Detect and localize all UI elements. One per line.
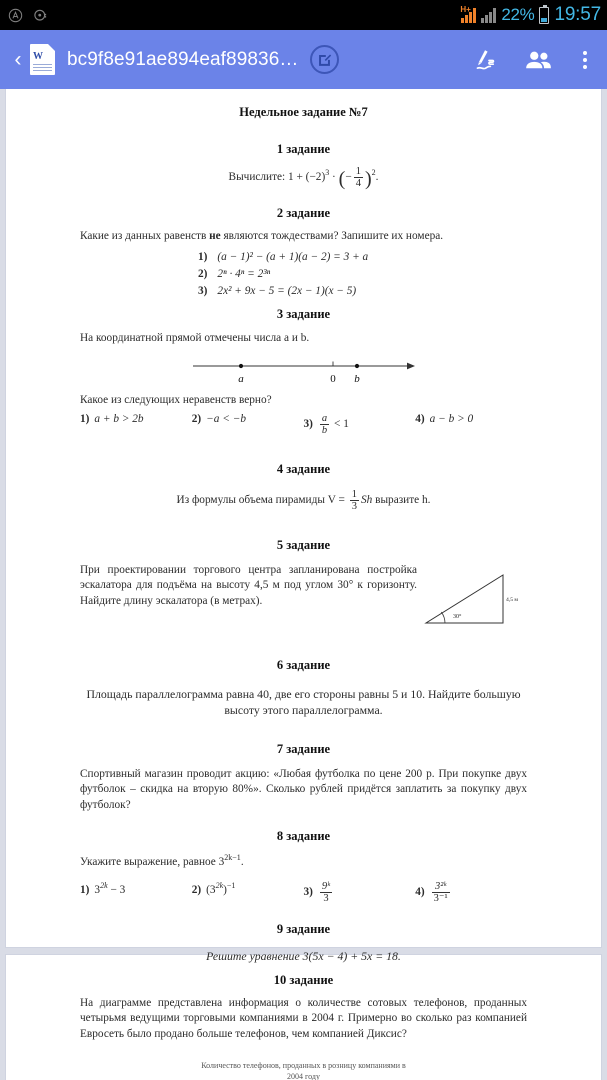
svg-text:4,5 м: 4,5 м: [506, 597, 518, 604]
frac-den: 3: [351, 501, 357, 513]
task-10-prompt: На диаграмме представлена информация о количестве сотовых телефонов, проданных четырьмя ведущими торговыми компаниями в 2004 г. Примерно во сколько раз компанией Евросеть было продано больше телефонов, чем компанией Диксис?: [80, 997, 527, 1040]
option-number: 2): [191, 413, 202, 426]
task-8-option-4: [415, 881, 527, 904]
task-7-heading: 7 задание: [276, 742, 331, 757]
document-viewport[interactable]: [0, 89, 607, 1080]
task-6-heading: 6 задание: [276, 658, 331, 673]
task-1-prompt: [80, 166, 527, 193]
task-8-option-1: [80, 881, 192, 896]
task-6-prompt: Площадь параллелограмма равна 40, две его стороны равны 5 и 10. Найдите большую высоту этого параллелограмма.: [86, 687, 521, 718]
opt-tail: ): [223, 883, 227, 896]
opt-base: (3: [206, 883, 216, 896]
left-paren: (: [338, 168, 346, 191]
frac-num: 9ᵏ: [321, 880, 331, 892]
word-icon-label: W: [33, 51, 43, 62]
document-heading: Недельное задание №7: [239, 105, 368, 119]
task-7-prompt: Спортивный магазин проводит акцию: «Любая футболка по цене 200 р. При покупке двух футболок – скидка на вторую 80%». Сколько рублей придётся заплатить за покупку двух футболок?: [80, 768, 527, 811]
task-8-exp: 2k−1: [224, 852, 241, 862]
chart-caption-line-1: Количество телефонов, проданных в розницу компаниями в: [201, 1060, 406, 1070]
task-8-options: [80, 881, 527, 904]
option-number: 4): [415, 885, 425, 898]
network-type-label: H+: [460, 4, 471, 14]
task-3-option-3: 3) $\frac{a}{b}$ < 1: [303, 413, 349, 437]
task-1-suffix: .: [375, 170, 379, 183]
option-number: 3): [303, 417, 313, 430]
task-3-option-4: [415, 413, 527, 425]
opt-base: 3: [94, 883, 101, 896]
task-3-option-1: [80, 413, 192, 425]
opt-tail: − 3: [107, 883, 126, 896]
option-number: 3): [303, 885, 313, 898]
back-button[interactable]: ‹: [14, 48, 22, 71]
task-1-frac-num: 1: [355, 166, 361, 177]
task-3-question: Какое из следующих неравенств верно?: [80, 393, 272, 406]
svg-text:30°: 30°: [453, 614, 462, 621]
task-8-option-2: [192, 881, 304, 896]
task-3-heading: 3 задание: [276, 306, 331, 321]
frac-num: 3²ᵏ: [434, 880, 447, 892]
option-number: 2): [191, 883, 202, 896]
task-2-heading: 2 задание: [276, 206, 331, 221]
option-expression: 2ⁿ · 4ⁿ = 2³ⁿ: [217, 267, 271, 280]
sign-icon[interactable]: [473, 47, 498, 73]
option-expression: 2x² + 9x − 5 = (2x − 1)(x − 5): [217, 284, 357, 297]
task-8-prefix: Укажите выражение, равное 3: [80, 855, 225, 868]
frac-den: 3⁻¹: [433, 892, 448, 904]
task-4-prompt: [80, 489, 527, 512]
mobile-data-icon: [460, 4, 476, 23]
task-3-prompt: На координатной прямой отмечены числа a и b.: [80, 331, 310, 344]
task-1-prefix: Вычислите: 1 + (−2): [228, 170, 326, 183]
task-1-frac-den: 4: [355, 178, 361, 190]
option-expression: a − b > 0: [429, 413, 474, 426]
option-number: 1): [198, 250, 208, 263]
assistant-icon: [8, 8, 23, 23]
task-3-number-line: [80, 355, 527, 389]
frac-den: b: [321, 425, 328, 437]
option-number: 1): [80, 883, 90, 896]
task-2-option-2: [80, 268, 527, 280]
option-fraction: [320, 413, 329, 436]
task-9-prompt: Решите уравнение 3(5x − 4) + 5x = 18.: [206, 948, 401, 963]
task-10-heading: 10 задание: [273, 973, 334, 987]
task-8-suffix: .: [240, 855, 244, 868]
edit-button[interactable]: [310, 45, 339, 74]
task-1-frac-sign: −: [345, 170, 352, 183]
task-4-fraction: [350, 489, 359, 512]
number-line-figure: [189, 355, 419, 387]
option-number: 3): [198, 284, 208, 297]
task-1-heading: 1 задание: [276, 142, 331, 156]
share-people-icon[interactable]: [525, 50, 552, 70]
status-bar: [0, 0, 607, 30]
svg-text:a: a: [237, 372, 244, 385]
task-2-prompt: Какие из данных равенств не являются тождествами? Запишите их номера.: [80, 230, 444, 243]
app-bar: [0, 30, 607, 89]
document-page-1: [6, 89, 601, 963]
task-5-block: [80, 563, 527, 634]
svg-text:0: 0: [329, 372, 336, 385]
frac-den: 3: [320, 892, 332, 904]
overflow-menu-icon[interactable]: [579, 49, 591, 71]
option-fraction: [432, 881, 450, 904]
option-number: 4): [415, 413, 425, 426]
task-8-prompt: [80, 853, 527, 870]
task-2-option-3: [80, 285, 527, 297]
task-5-heading: 5 задание: [276, 538, 331, 553]
task-5-figure: [423, 563, 527, 634]
escalator-triangle-icon: [423, 567, 527, 629]
option-fraction: [320, 881, 332, 904]
task-1-exp: 3: [325, 168, 330, 178]
battery-percent-label: 22%: [501, 5, 535, 24]
task-8-option-3: [304, 881, 416, 904]
battery-icon: [539, 7, 549, 24]
right-paren: ): [364, 168, 372, 191]
task-2-options: [80, 251, 527, 297]
task-9-heading: 9 задание: [276, 921, 331, 936]
option-expression: −a < −b: [206, 413, 246, 426]
frac-num: 1: [351, 489, 357, 501]
task-8-heading: 8 задание: [276, 828, 331, 843]
option-number: 1): [80, 413, 90, 426]
edit-pencil-icon: [317, 52, 332, 67]
svg-text:b: b: [353, 372, 360, 385]
task-5-prompt: При проектировании торгового центра запланирована постройка эскалатора для подъёма на высоту 4,5 м под углом 30° к горизонту. Найдите длину эскалатора (в метрах).: [80, 564, 417, 607]
task-4-suffix: выразите h.: [372, 494, 431, 506]
option-expression: a + b > 2b: [94, 413, 144, 426]
task-4-mid: Sh: [361, 494, 373, 506]
status-bar-left-icons: [8, 8, 48, 23]
word-icon-lines: [33, 62, 52, 71]
option-expression: (a − 1)² − (a + 1)(a − 2) = 3 + a: [217, 250, 369, 263]
app-bar-actions: [473, 47, 591, 73]
task-4-heading: 4 задание: [276, 462, 331, 477]
disc-icon: [33, 8, 48, 23]
frac-num: a: [321, 413, 328, 425]
opt-outer-sup: −1: [226, 880, 236, 890]
word-document-icon: [30, 44, 55, 75]
task-1-outer-exp: 2: [371, 168, 376, 178]
task-2-option-1: [80, 251, 527, 263]
chart-caption-line-2: 2004 году: [287, 1071, 320, 1080]
status-bar-right: [461, 4, 601, 26]
opt-sup: 2k: [100, 880, 108, 890]
task-1-fraction: [354, 166, 363, 189]
task-4-prefix: Из формулы объема пирамиды V =: [176, 494, 348, 506]
task-3-options: [80, 413, 527, 436]
task-1-mid: ·: [329, 170, 339, 183]
option-number: 2): [198, 267, 208, 280]
clock-label: 19:57: [554, 4, 601, 25]
opt-sup: 2k: [215, 880, 224, 890]
document-title: bc9f8e91ae894eaf89836…: [67, 48, 299, 70]
document-page-2: [6, 955, 601, 1080]
task-3-option-2: [192, 413, 304, 425]
signal-strength-icon: [481, 8, 496, 23]
